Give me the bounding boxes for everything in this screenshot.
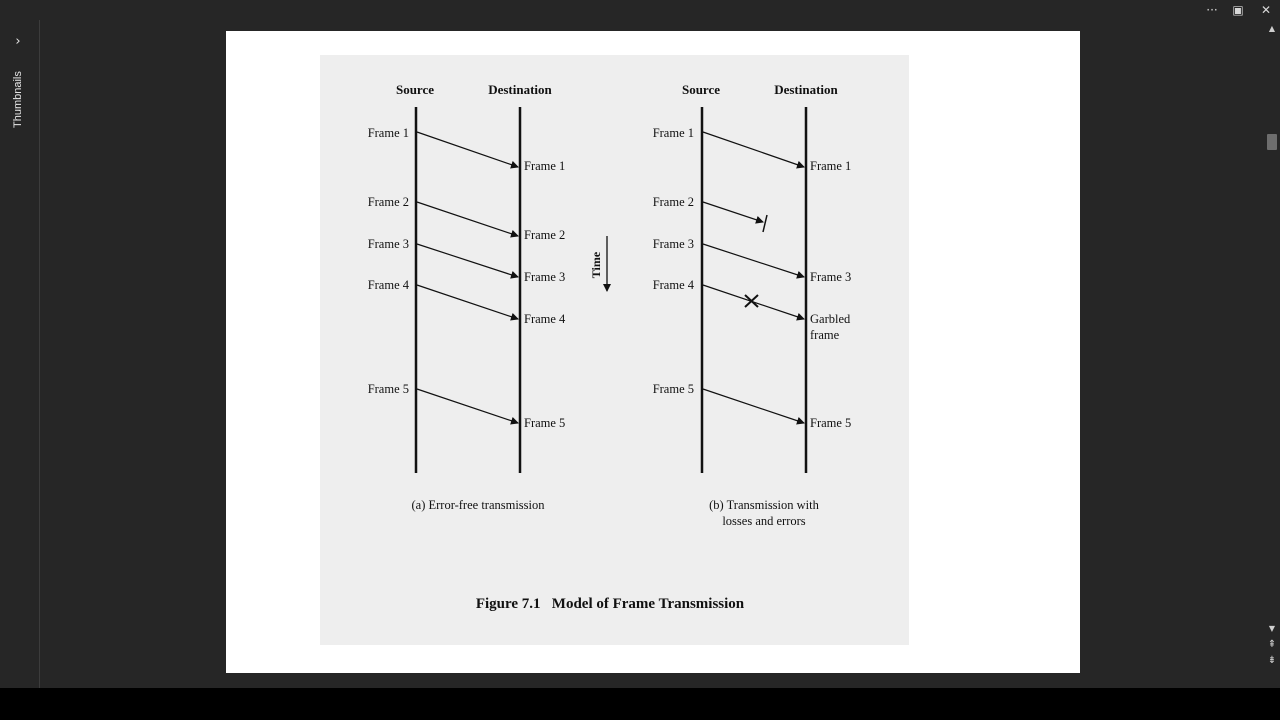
thumbnails-sidebar bbox=[0, 20, 40, 688]
panel-b-received-frame-3: Frame 3 bbox=[810, 270, 852, 284]
panel-b-sent-frame-4: Frame 4 bbox=[652, 278, 694, 292]
panel-a-subcaption: (a) Error-free transmission bbox=[411, 498, 545, 512]
layout-icon[interactable]: ▣ bbox=[1232, 3, 1244, 17]
panel-a-sent-frame-3: Frame 3 bbox=[367, 237, 409, 251]
panel-b-sent-frame-2: Frame 2 bbox=[652, 195, 694, 209]
figure-caption: Figure 7.1 Model of Frame Transmission bbox=[475, 596, 745, 612]
scroll-down-icon[interactable]: ▼ bbox=[1268, 623, 1276, 633]
more-options-icon[interactable]: ··· bbox=[1206, 3, 1218, 17]
panel-b-subcaption-2: losses and errors bbox=[722, 514, 806, 528]
panel-a-received-frame-5: Frame 5 bbox=[524, 416, 566, 430]
bottom-bar bbox=[0, 688, 1280, 720]
panel-a-sent-frame-5: Frame 5 bbox=[367, 382, 409, 396]
vertical-scrollbar[interactable] bbox=[1264, 20, 1280, 688]
panel-b-received-frame-1: Frame 1 bbox=[810, 159, 852, 173]
panel-b-destination-label: Destination bbox=[774, 82, 838, 97]
panel-b-sent-frame-5: Frame 5 bbox=[652, 382, 694, 396]
title-bar bbox=[0, 0, 1280, 20]
panel-b-garbled-label-2: frame bbox=[810, 328, 840, 342]
chevron-right-icon[interactable]: › bbox=[15, 33, 21, 49]
scroll-up-icon[interactable]: ▲ bbox=[1268, 23, 1276, 33]
panel-a-sent-frame-4: Frame 4 bbox=[367, 278, 409, 292]
panel-a-received-frame-1: Frame 1 bbox=[524, 159, 566, 173]
frame-transmission-figure bbox=[320, 55, 909, 645]
panel-a-received-frame-2: Frame 2 bbox=[524, 228, 566, 242]
previous-page-icon[interactable]: ⇞ bbox=[1267, 638, 1277, 650]
close-icon[interactable]: ✕ bbox=[1260, 3, 1272, 17]
panel-a-destination-label: Destination bbox=[488, 82, 552, 97]
panel-b-sent-frame-1: Frame 1 bbox=[652, 126, 694, 140]
panel-b-subcaption-1: (b) Transmission with bbox=[709, 498, 819, 512]
panel-a-source-label: Source bbox=[395, 82, 435, 97]
panel-a-received-frame-4: Frame 4 bbox=[524, 312, 566, 326]
panel-b-sent-frame-3: Frame 3 bbox=[652, 237, 694, 251]
panel-a-sent-frame-1: Frame 1 bbox=[367, 126, 409, 140]
panel-b-source-label: Source bbox=[681, 82, 721, 97]
scrollbar-thumb[interactable] bbox=[1267, 134, 1277, 150]
figure-background bbox=[320, 55, 909, 645]
next-page-icon[interactable]: ⇟ bbox=[1267, 654, 1277, 666]
thumbnails-toggle[interactable]: Thumbnails bbox=[12, 71, 24, 129]
panel-b-garbled-label-1: Garbled bbox=[810, 312, 851, 326]
time-label: Time bbox=[589, 251, 603, 279]
panel-b-received-frame-5: Frame 5 bbox=[810, 416, 852, 430]
panel-a-sent-frame-2: Frame 2 bbox=[367, 195, 409, 209]
panel-a-received-frame-3: Frame 3 bbox=[524, 270, 566, 284]
